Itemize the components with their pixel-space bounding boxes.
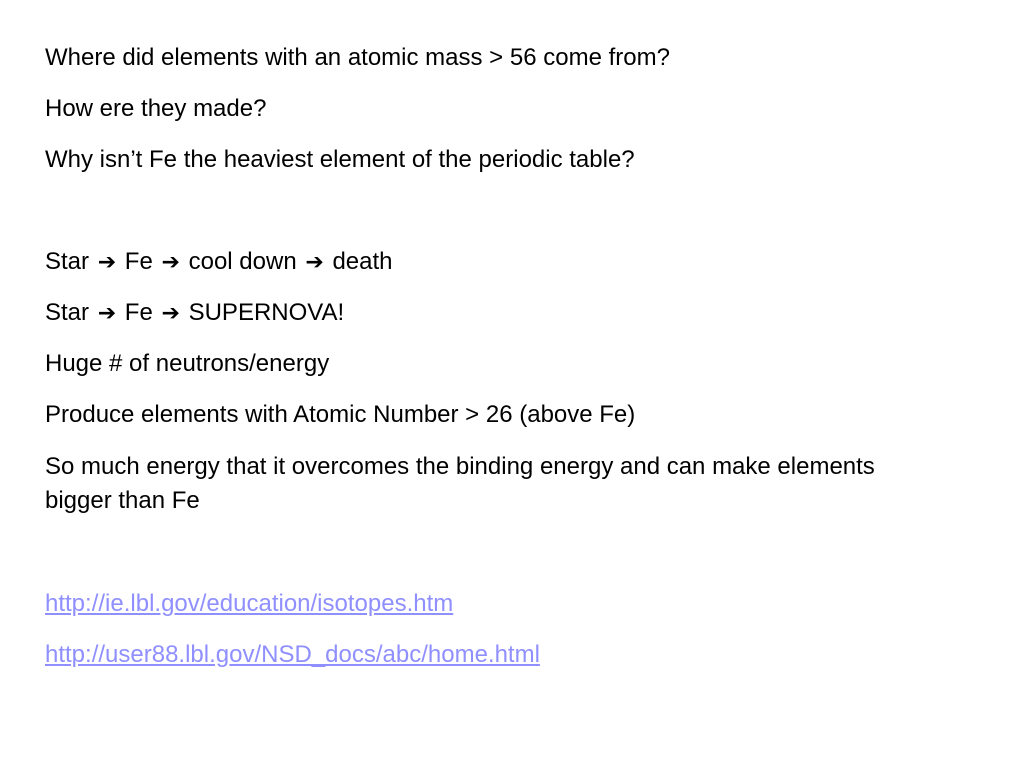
point-atomic-number: Produce elements with Atomic Number > 26 (above Fe) — [45, 401, 636, 428]
sequence-cool-down — [45, 245, 393, 280]
right-arrow-icon: ➔ — [97, 301, 117, 326]
sequence1-fe: Fe — [124, 248, 153, 275]
sequence2-supernova: SUPERNOVA! — [188, 299, 345, 326]
sequence2-star: Star — [45, 299, 90, 326]
question-why-not-fe: Why isn’t Fe the heaviest element of the periodic table? — [45, 146, 635, 173]
question-how-made: How ere they made? — [45, 95, 267, 122]
right-arrow-icon: ➔ — [97, 250, 117, 275]
point-neutrons: Huge # of neutrons/energy — [45, 350, 330, 377]
sequence1-death: death — [332, 248, 393, 275]
link-nsd-docs[interactable]: http://user88.lbl.gov/NSD_docs/abc/home.html — [45, 641, 540, 668]
right-arrow-icon: ➔ — [161, 250, 180, 275]
link-nsd-docs-item — [45, 638, 540, 672]
sequence-supernova — [45, 296, 344, 331]
sequence1-cool-down: cool down — [188, 248, 297, 275]
point-binding-energy: So much energy that it overcomes the binding energy and can make elements bigger than Fe — [45, 453, 875, 514]
sequence2-fe: Fe — [124, 299, 153, 326]
link-isotopes-item — [45, 587, 453, 621]
right-arrow-icon: ➔ — [161, 301, 180, 326]
right-arrow-icon: ➔ — [305, 250, 324, 275]
sequence1-star: Star — [45, 248, 90, 275]
link-isotopes[interactable]: http://ie.lbl.gov/education/isotopes.htm — [45, 590, 454, 617]
question-atomic-mass: Where did elements with an atomic mass > 56 come from? — [45, 44, 670, 71]
